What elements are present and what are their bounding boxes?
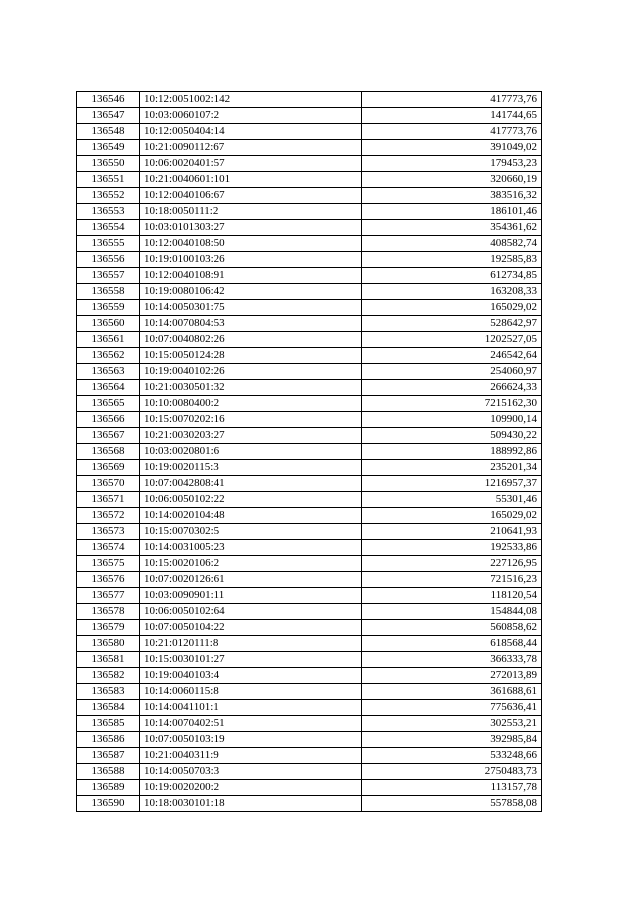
record-number-cell: 136566 [77,412,140,428]
record-number-cell: 136553 [77,204,140,220]
cadastral-number-cell: 10:12:0040106:67 [140,188,362,204]
amount-cell: 361688,61 [362,684,542,700]
record-number-cell: 136560 [77,316,140,332]
amount-cell: 528642,97 [362,316,542,332]
table-row [77,412,542,428]
record-number-cell: 136564 [77,380,140,396]
cadastral-number-cell: 10:21:0030203:27 [140,428,362,444]
table-row [77,252,542,268]
cadastral-number-cell: 10:21:0040311:9 [140,748,362,764]
table-row [77,556,542,572]
cadastral-number-cell: 10:18:0050111:2 [140,204,362,220]
amount-cell: 366333,78 [362,652,542,668]
table-row [77,524,542,540]
amount-cell: 192585,83 [362,252,542,268]
amount-cell: 721516,23 [362,572,542,588]
record-number-cell: 136581 [77,652,140,668]
amount-cell: 118120,54 [362,588,542,604]
record-number-cell: 136590 [77,796,140,812]
record-number-cell: 136556 [77,252,140,268]
record-number-cell: 136558 [77,284,140,300]
table-row [77,364,542,380]
amount-cell: 192533,86 [362,540,542,556]
amount-cell: 235201,34 [362,460,542,476]
table-row [77,380,542,396]
cadastral-number-cell: 10:15:0070202:16 [140,412,362,428]
record-number-cell: 136550 [77,156,140,172]
record-number-cell: 136585 [77,716,140,732]
cadastral-number-cell: 10:14:0060115:8 [140,684,362,700]
record-number-cell: 136561 [77,332,140,348]
amount-cell: 227126,95 [362,556,542,572]
table-row [77,188,542,204]
cadastral-number-cell: 10:19:0020115:3 [140,460,362,476]
table-row [77,300,542,316]
amount-cell: 383516,32 [362,188,542,204]
table-row [77,796,542,812]
cadastral-number-cell: 10:12:0051002:142 [140,92,362,108]
record-number-cell: 136573 [77,524,140,540]
record-number-cell: 136584 [77,700,140,716]
record-number-cell: 136568 [77,444,140,460]
record-number-cell: 136548 [77,124,140,140]
record-number-cell: 136575 [77,556,140,572]
cadastral-number-cell: 10:21:0030501:32 [140,380,362,396]
record-number-cell: 136563 [77,364,140,380]
record-number-cell: 136567 [77,428,140,444]
table-row [77,588,542,604]
table-row [77,284,542,300]
cadastral-number-cell: 10:19:0080106:42 [140,284,362,300]
record-number-cell: 136583 [77,684,140,700]
table-row [77,764,542,780]
record-number-cell: 136554 [77,220,140,236]
table-row [77,268,542,284]
amount-cell: 533248,66 [362,748,542,764]
table-row [77,780,542,796]
cadastral-number-cell: 10:03:0060107:2 [140,108,362,124]
record-number-cell: 136587 [77,748,140,764]
data-table [76,91,542,812]
table-row [77,348,542,364]
table-row [77,476,542,492]
cadastral-number-cell: 10:14:0041101:1 [140,700,362,716]
record-number-cell: 136565 [77,396,140,412]
cadastral-number-cell: 10:07:0042808:41 [140,476,362,492]
table-row [77,460,542,476]
record-number-cell: 136577 [77,588,140,604]
amount-cell: 141744,65 [362,108,542,124]
cadastral-number-cell: 10:19:0040102:26 [140,364,362,380]
cadastral-number-cell: 10:19:0040103:4 [140,668,362,684]
record-number-cell: 136570 [77,476,140,492]
table-row [77,332,542,348]
table-row [77,508,542,524]
cadastral-number-cell: 10:15:0050124:28 [140,348,362,364]
cadastral-number-cell: 10:19:0020200:2 [140,780,362,796]
amount-cell: 55301,46 [362,492,542,508]
amount-cell: 1202527,05 [362,332,542,348]
amount-cell: 618568,44 [362,636,542,652]
cadastral-number-cell: 10:14:0031005:23 [140,540,362,556]
amount-cell: 391049,02 [362,140,542,156]
cadastral-number-cell: 10:12:0050404:14 [140,124,362,140]
amount-cell: 165029,02 [362,508,542,524]
cadastral-number-cell: 10:15:0020106:2 [140,556,362,572]
cadastral-number-cell: 10:15:0030101:27 [140,652,362,668]
table-row [77,92,542,108]
record-number-cell: 136580 [77,636,140,652]
table-row [77,140,542,156]
cadastral-number-cell: 10:19:0100103:26 [140,252,362,268]
amount-cell: 417773,76 [362,124,542,140]
table-row [77,732,542,748]
record-number-cell: 136559 [77,300,140,316]
amount-cell: 408582,74 [362,236,542,252]
amount-cell: 179453,23 [362,156,542,172]
amount-cell: 266624,33 [362,380,542,396]
table-row [77,108,542,124]
cadastral-number-cell: 10:14:0070402:51 [140,716,362,732]
amount-cell: 354361,62 [362,220,542,236]
amount-cell: 302553,21 [362,716,542,732]
cadastral-number-cell: 10:07:0020126:61 [140,572,362,588]
cadastral-number-cell: 10:03:0101303:27 [140,220,362,236]
table-row [77,492,542,508]
record-number-cell: 136569 [77,460,140,476]
amount-cell: 246542,64 [362,348,542,364]
amount-cell: 254060,97 [362,364,542,380]
cadastral-number-cell: 10:03:0090901:11 [140,588,362,604]
table-row [77,748,542,764]
cadastral-number-cell: 10:07:0040802:26 [140,332,362,348]
cadastral-number-cell: 10:21:0120111:8 [140,636,362,652]
cadastral-number-cell: 10:06:0050102:64 [140,604,362,620]
record-number-cell: 136552 [77,188,140,204]
table-row [77,620,542,636]
amount-cell: 7215162,30 [362,396,542,412]
record-number-cell: 136586 [77,732,140,748]
record-number-cell: 136578 [77,604,140,620]
cadastral-number-cell: 10:06:0050102:22 [140,492,362,508]
amount-cell: 557858,08 [362,796,542,812]
record-number-cell: 136589 [77,780,140,796]
amount-cell: 272013,89 [362,668,542,684]
amount-cell: 165029,02 [362,300,542,316]
amount-cell: 109900,14 [362,412,542,428]
cadastral-number-cell: 10:06:0020401:57 [140,156,362,172]
record-number-cell: 136579 [77,620,140,636]
record-number-cell: 136562 [77,348,140,364]
table-row [77,124,542,140]
table-row [77,444,542,460]
amount-cell: 392985,84 [362,732,542,748]
table-row [77,220,542,236]
record-number-cell: 136571 [77,492,140,508]
cadastral-number-cell: 10:14:0050301:75 [140,300,362,316]
record-number-cell: 136557 [77,268,140,284]
table-row [77,540,542,556]
cadastral-number-cell: 10:21:0090112:67 [140,140,362,156]
amount-cell: 612734,85 [362,268,542,284]
table-row [77,428,542,444]
amount-cell: 113157,78 [362,780,542,796]
record-number-cell: 136576 [77,572,140,588]
record-number-cell: 136549 [77,140,140,156]
amount-cell: 775636,41 [362,700,542,716]
record-number-cell: 136574 [77,540,140,556]
cadastral-number-cell: 10:10:0080400:2 [140,396,362,412]
record-number-cell: 136551 [77,172,140,188]
table-row [77,636,542,652]
cadastral-number-cell: 10:03:0020801:6 [140,444,362,460]
table-row [77,172,542,188]
record-number-cell: 136588 [77,764,140,780]
table-row [77,684,542,700]
amount-cell: 2750483,73 [362,764,542,780]
record-number-cell: 136546 [77,92,140,108]
cadastral-number-cell: 10:15:0070302:5 [140,524,362,540]
record-number-cell: 136582 [77,668,140,684]
cadastral-number-cell: 10:07:0050103:19 [140,732,362,748]
amount-cell: 188992,86 [362,444,542,460]
amount-cell: 509430,22 [362,428,542,444]
table-row [77,396,542,412]
cadastral-number-cell: 10:12:0040108:50 [140,236,362,252]
table-row [77,668,542,684]
cadastral-number-cell: 10:14:0070804:53 [140,316,362,332]
cadastral-number-cell: 10:14:0020104:48 [140,508,362,524]
table-row [77,204,542,220]
amount-cell: 417773,76 [362,92,542,108]
cadastral-number-cell: 10:18:0030101:18 [140,796,362,812]
table-body [77,92,542,812]
record-number-cell: 136547 [77,108,140,124]
amount-cell: 320660,19 [362,172,542,188]
table-row [77,236,542,252]
table-row [77,156,542,172]
table-row [77,716,542,732]
amount-cell: 163208,33 [362,284,542,300]
amount-cell: 186101,46 [362,204,542,220]
table-row [77,652,542,668]
record-number-cell: 136555 [77,236,140,252]
table-row [77,316,542,332]
cadastral-number-cell: 10:14:0050703:3 [140,764,362,780]
table-row [77,604,542,620]
amount-cell: 210641,93 [362,524,542,540]
record-number-cell: 136572 [77,508,140,524]
amount-cell: 154844,08 [362,604,542,620]
cadastral-number-cell: 10:12:0040108:91 [140,268,362,284]
cadastral-number-cell: 10:07:0050104:22 [140,620,362,636]
cadastral-number-cell: 10:21:0040601:101 [140,172,362,188]
amount-cell: 560858,62 [362,620,542,636]
table-row [77,700,542,716]
amount-cell: 1216957,37 [362,476,542,492]
table-row [77,572,542,588]
